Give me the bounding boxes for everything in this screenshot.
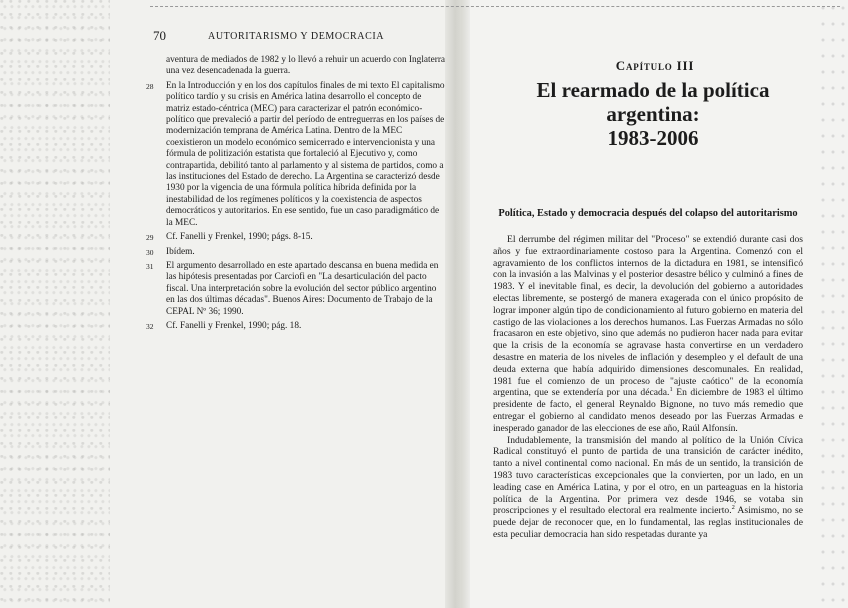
footnote-text: Cf. Fanelli y Frenkel, 1990; pág. 18.: [166, 320, 302, 331]
chapter-title: [498, 78, 808, 150]
footnote-number: 28: [146, 81, 154, 91]
footnotes-block: [146, 55, 446, 332]
footnote-number: 32: [146, 321, 154, 331]
footnote-32: [146, 321, 446, 332]
paragraph: [493, 435, 803, 541]
chapter-title-line: El rearmado de la política argentina:: [536, 78, 770, 126]
chapter-label: Capítulo III: [615, 58, 695, 73]
footnote-marker: 1: [669, 386, 673, 394]
footnote-29: [146, 232, 446, 243]
paragraph-text: Asimismo, no se puede dejar de reconocer que, en lo fundamental, las reglas institucionales de esta peculiar democracia han sido respetadas durante ya: [493, 505, 803, 540]
body-text: [493, 234, 803, 541]
page-number: 70: [153, 28, 166, 43]
scan-edge-line: [150, 6, 840, 8]
footnote-number: 31: [146, 261, 154, 271]
footnote-number: 30: [146, 247, 154, 257]
footnote-text: El argumento desarrollado en este apartado descansa en buena medida en las hipótesis presentadas por Carciofi en "La desarticulación del pacto fiscal. Una interpretación sobre la evolución del sector público argentino en las dos últimas décadas". Buenos Aires: Documento de Trabajo de la CEPAL Nº 36; 1990.: [166, 260, 439, 317]
paragraph-text: En diciembre de 1983 el último presidente de facto, el general Reynaldo Bignone, no tuvo más remedio que entregar el gobierno al candidato menos deseado por las Fuerzas Armadas e inesperado ganador de las elecciones de ese año, Raúl Alfonsín.: [493, 387, 804, 434]
running-head: AUTORITARISMO Y DEMOCRACIA: [208, 31, 385, 42]
paragraph-text: Indudablemente, la transmisión del mando al político de la Unión Cívica Radical constituyó el punto de partida de una transición de carácter inédito, tanto a nivel continental como nacional. En más de un sentido, la transición de 1983 tuvo características excepcionales que la convierten, por un lado, en un leading case en América Latina, y por el otro, en un parteaguas en la historia política de la Argentina. Por primera vez desde 1946, se votaba sin proscripciones y el resultado electoral era realmente incierto.: [493, 434, 803, 517]
section-heading: Política, Estado y democracia después del colapso del autoritarismo: [498, 208, 798, 219]
footnote-number: 29: [146, 233, 154, 243]
footnote-marker: 2: [731, 504, 735, 512]
book-gutter: [445, 0, 470, 608]
paragraph: [493, 234, 803, 435]
continued-note: aventura de mediados de 1982 y lo llevó a rehuir un acuerdo con Inglaterra una vez desencadenada la guerra.: [166, 55, 446, 77]
footnote-28: [146, 81, 446, 229]
paragraph-text: El derrumbe del régimen militar del "Proceso" se extendió durante casi dos años y fue extraordinariamente costoso para la Argentina. Comenzó con el agravamiento de los conflictos internos de la dictadura en 1981, se intensificó con la invasión a las Malvinas y el posterior desastre bélico y culminó a fines de 1983. Y el inevitable final, es decir, la devolución del gobierno a autoridades electas libremente, se postergó de manera exagerada con el único propósito de lograr imponer algún tipo de condicionamiento al futuro gobierno en materia del castigo de las violaciones a los derechos humanos. Las Fuerzas Armadas no sólo fracasaron en este objetivo, sino que además no pudieron hacer nada para evitar que la crisis de la economía se agravase hasta convertirse en un verdadero desastre en materia de los niveles de inflación y desempleo y el default de una deuda externa que había adquirido dimensiones descomunales. En realidad, 1981 fue el comienzo de un proceso de "ajuste caótico" de la economía argentina, que se extendería por una década.: [493, 234, 803, 399]
scan-noise: [818, 0, 848, 608]
chapter-title-line: 1983-2006: [607, 126, 699, 150]
footnote-text: Cf. Fanelli y Frenkel, 1990; págs. 8-15.: [166, 232, 313, 243]
footnote-30: [146, 247, 446, 258]
footnote-text: Ibídem.: [166, 246, 195, 257]
footnote-text: En la Introducción y en los dos capítulos finales de mi texto El capitalismo político tardío y su crisis en América latina desarrollo el concepto de matriz estado-céntrica (MEC) para caracterizar el patrón económico-político que prevaleció a partir del período de entreguerras en los países de modernización temprana de América Latina. Dentro de la MEC coexistieron un modelo económico semicerrado e intervencionista y una fórmula de politización estatista que fortaleció al Ejecutivo y, como contrapartida, debilitó tanto al parlamento y al sistema de partidos, como a las instituciones del Estado de derecho. La Argentina se caracterizó desde 1930 por la vigencia de una fórmula política híbrida definida por la inestabilidad de los regímenes políticos y la coexistencia de aspectos democráticos y autoritarios. En ese sentido, fue un caso paradigmático de la MEC.: [166, 80, 445, 228]
footnote-31: [146, 261, 446, 318]
scan-noise: [0, 0, 110, 608]
